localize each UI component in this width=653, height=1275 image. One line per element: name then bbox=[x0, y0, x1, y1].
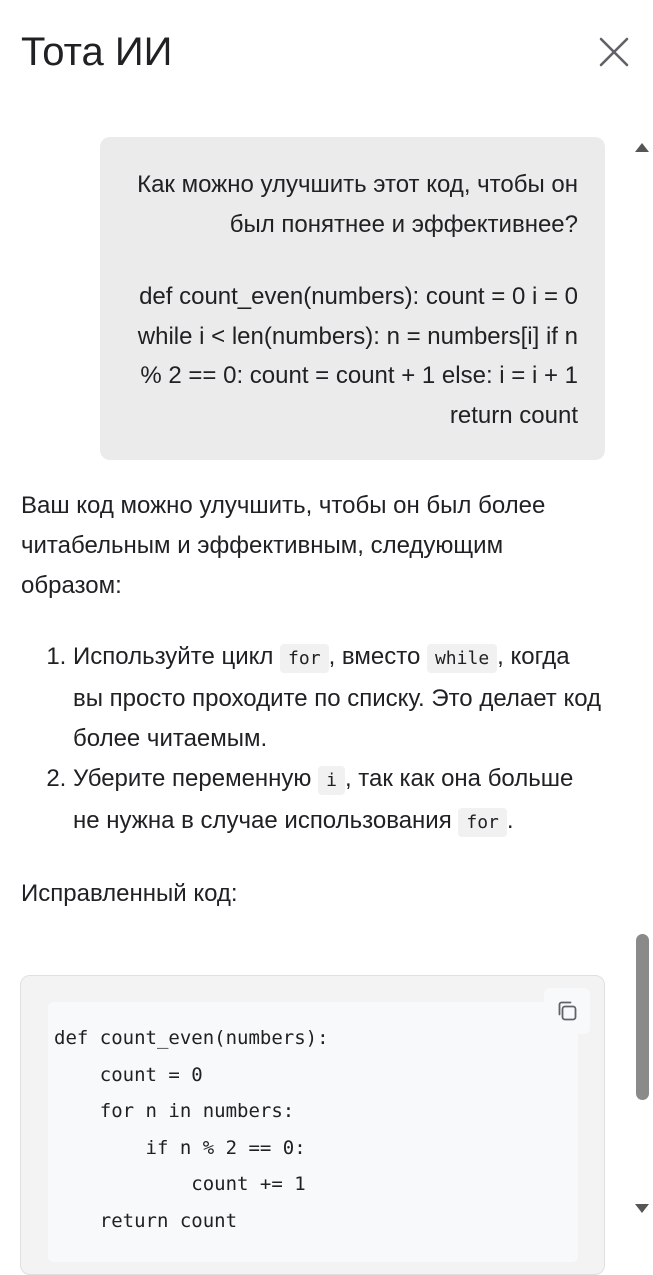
inline-code: for bbox=[458, 808, 507, 837]
copy-code-button[interactable] bbox=[544, 988, 590, 1034]
user-question: Как можно улучшить этот код, чтобы он был понятнее и эффективнее? bbox=[137, 171, 578, 238]
scrollbar-thumb[interactable] bbox=[636, 934, 649, 1100]
inline-code: for bbox=[280, 644, 329, 673]
chat-messages[interactable] bbox=[0, 120, 632, 1232]
list-item-text: , вместо bbox=[328, 643, 427, 671]
scroll-down-arrow-icon[interactable] bbox=[635, 1204, 649, 1213]
list-item-text: , когда вы просто проходите по списку. Это делает код более читаемым. bbox=[73, 643, 602, 752]
list-item-text: . bbox=[506, 806, 514, 834]
list-item-text: Используйте цикл bbox=[73, 643, 281, 671]
list-item-text: , так как она больше не нужна в случае использования bbox=[73, 764, 574, 834]
suggestion-list bbox=[21, 637, 605, 842]
scroll-up-arrow-icon[interactable] bbox=[635, 143, 649, 152]
user-code-text: def count_even(numbers): count = 0 i = 0 while i < len(numbers): n = numbers[i] if n % 2 == 0: count = count + 1 else: i = i + 1 return count bbox=[137, 283, 578, 429]
list-item bbox=[73, 759, 605, 843]
user-message bbox=[100, 137, 605, 460]
close-button[interactable] bbox=[594, 32, 634, 72]
assistant-intro: Ваш код можно улучшить, чтобы он был более читабельным и эффективным, следующим образом: bbox=[21, 492, 546, 599]
close-icon bbox=[594, 32, 634, 72]
code-block: def count_even(numbers): count = 0 for n in numbers: if n % 2 == 0: count += 1 return count bbox=[54, 1027, 329, 1232]
inline-code: while bbox=[427, 644, 497, 673]
list-item bbox=[73, 637, 605, 758]
inline-code: i bbox=[318, 766, 345, 795]
fixed-code-label: Исправленный код: bbox=[21, 880, 238, 908]
list-item-text: Уберите переменную bbox=[73, 764, 319, 792]
panel-title: Тота ИИ bbox=[21, 30, 173, 74]
copy-icon bbox=[555, 999, 579, 1023]
assistant-message bbox=[21, 486, 605, 914]
